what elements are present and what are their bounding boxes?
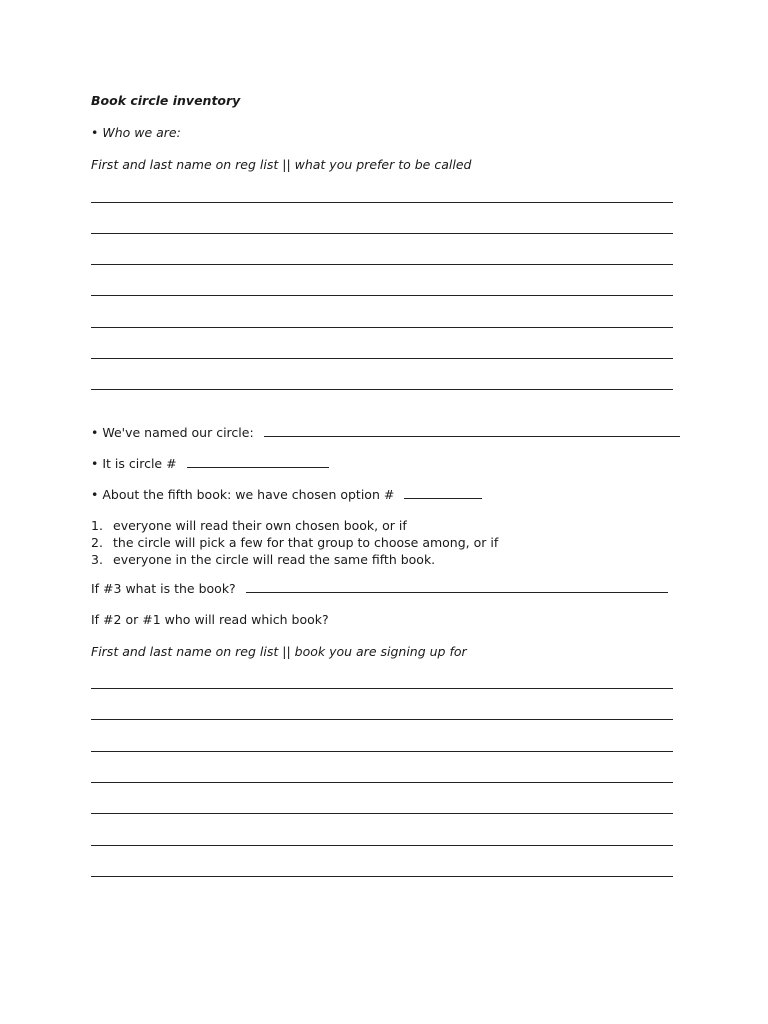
name-write-line[interactable] <box>91 233 673 234</box>
option-number: 2. <box>91 535 103 550</box>
name-write-line[interactable] <box>91 389 673 390</box>
option-text: everyone will read their own chosen book, or if <box>113 518 407 533</box>
document-title: Book circle inventory <box>91 93 241 108</box>
if3-row <box>91 581 668 596</box>
option-number: 1. <box>91 518 103 533</box>
signup-column-header: First and last name on reg list || book you are signing up for <box>91 644 467 659</box>
signup-write-line[interactable] <box>91 719 673 720</box>
option-item <box>91 551 498 568</box>
who-we-are-heading: • Who we are: <box>91 125 181 140</box>
signup-write-line[interactable] <box>91 751 673 752</box>
option-text: everyone in the circle will read the same fifth book. <box>113 552 436 567</box>
option-item <box>91 517 498 534</box>
circle-name-blank[interactable] <box>264 426 680 437</box>
name-write-line[interactable] <box>91 202 673 203</box>
options-list <box>91 517 498 568</box>
option-text: the circle will pick a few for that group to choose among, or if <box>113 535 499 550</box>
signup-write-line[interactable] <box>91 845 673 846</box>
fifth-book-label: • About the fifth book: we have chosen option # <box>91 487 395 502</box>
signup-write-line[interactable] <box>91 688 673 689</box>
fifth-book-row <box>91 487 482 502</box>
name-write-line[interactable] <box>91 295 673 296</box>
book-title-blank[interactable] <box>246 582 668 593</box>
name-write-line[interactable] <box>91 327 673 328</box>
circle-number-row <box>91 456 329 471</box>
option-number: 3. <box>91 552 103 567</box>
option-number-blank[interactable] <box>404 488 482 499</box>
circle-name-row <box>91 425 680 440</box>
circle-name-label: • We've named our circle: <box>91 425 254 440</box>
circle-number-blank[interactable] <box>187 457 329 468</box>
signup-write-line[interactable] <box>91 813 673 814</box>
circle-number-label: • It is circle # <box>91 456 177 471</box>
signup-write-line[interactable] <box>91 876 673 877</box>
name-write-line[interactable] <box>91 264 673 265</box>
name-write-line[interactable] <box>91 358 673 359</box>
names-column-header: First and last name on reg list || what you prefer to be called <box>91 157 472 172</box>
signup-write-line[interactable] <box>91 782 673 783</box>
if3-label: If #3 what is the book? <box>91 581 236 596</box>
option-item <box>91 534 498 551</box>
if21-question: If #2 or #1 who will read which book? <box>91 612 329 627</box>
